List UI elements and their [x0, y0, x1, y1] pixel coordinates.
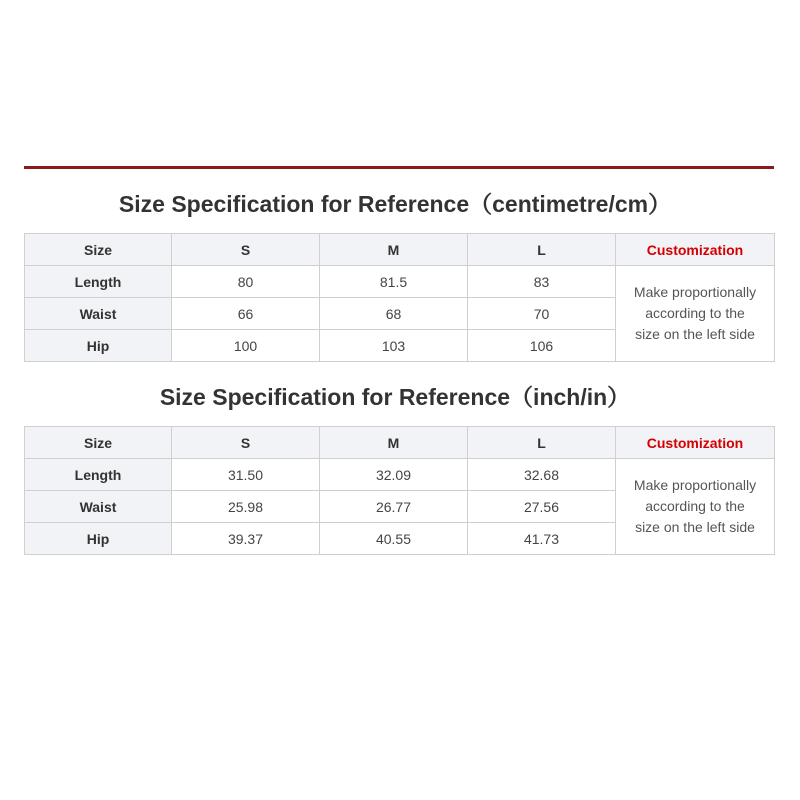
cell-value: 83	[468, 266, 616, 298]
table-title-cm: Size Specification for Reference（centimetre/cm）	[118, 191, 672, 217]
header-size: Size	[25, 427, 172, 459]
cell-value: 106	[468, 330, 616, 362]
table-row	[25, 266, 775, 298]
cell-value: 39.37	[172, 523, 320, 555]
cell-value: 32.68	[468, 459, 616, 491]
cell-value: 70	[468, 298, 616, 330]
header-s: S	[172, 234, 320, 266]
header-s: S	[172, 427, 320, 459]
cell-value: 27.56	[468, 491, 616, 523]
cell-value: 40.55	[320, 523, 468, 555]
cell-value: 100	[172, 330, 320, 362]
cell-value: 41.73	[468, 523, 616, 555]
header-m: M	[320, 234, 468, 266]
customization-note	[616, 266, 775, 362]
cell-value: 80	[172, 266, 320, 298]
cell-value: 32.09	[320, 459, 468, 491]
note-line: Make proportionally	[633, 284, 757, 300]
cell-value: 81.5	[320, 266, 468, 298]
row-label-hip: Hip	[25, 523, 172, 555]
header-l: L	[468, 427, 616, 459]
cell-value: 68	[320, 298, 468, 330]
customization-note	[616, 459, 775, 555]
table-row	[25, 459, 775, 491]
row-label-waist: Waist	[25, 491, 172, 523]
size-table-in	[24, 426, 775, 555]
cell-value: 25.98	[172, 491, 320, 523]
header-size: Size	[25, 234, 172, 266]
cell-value: 31.50	[172, 459, 320, 491]
note-line: Make proportionally	[633, 477, 757, 493]
note-line: according to the	[645, 305, 745, 321]
table-title-in: Size Specification for Reference（inch/in）	[159, 384, 631, 410]
table-header-row	[25, 234, 775, 266]
size-table-cm	[24, 233, 775, 362]
row-label-length: Length	[25, 266, 172, 298]
table-header-row	[25, 427, 775, 459]
note-line: size on the left side	[635, 326, 755, 342]
cell-value: 66	[172, 298, 320, 330]
row-label-hip: Hip	[25, 330, 172, 362]
header-customization: Customization	[616, 234, 775, 266]
note-line: size on the left side	[635, 519, 755, 535]
note-line: according to the	[645, 498, 745, 514]
row-label-waist: Waist	[25, 298, 172, 330]
header-customization: Customization	[616, 427, 775, 459]
cell-value: 26.77	[320, 491, 468, 523]
header-l: L	[468, 234, 616, 266]
top-divider	[24, 166, 774, 169]
header-m: M	[320, 427, 468, 459]
cell-value: 103	[320, 330, 468, 362]
row-label-length: Length	[25, 459, 172, 491]
